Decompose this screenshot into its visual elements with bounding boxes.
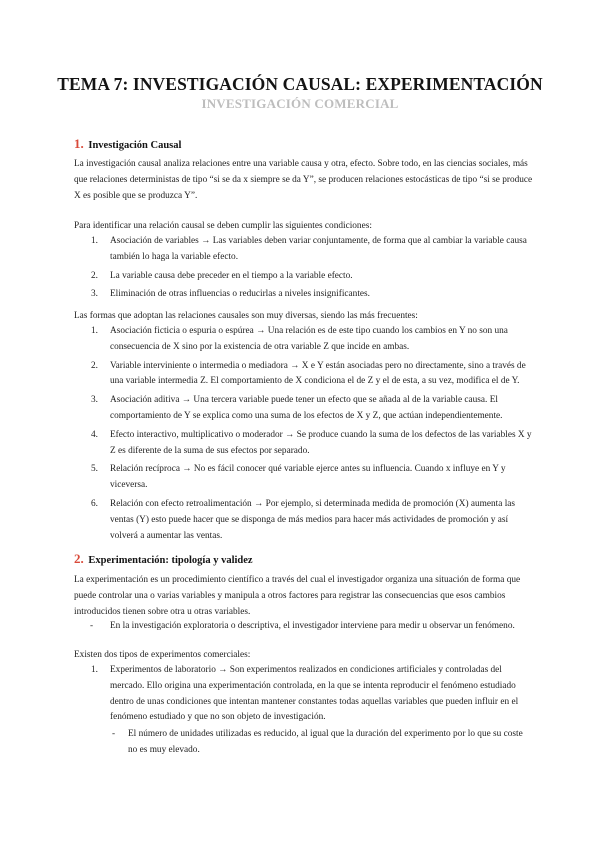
list-marker: 1.: [91, 326, 98, 336]
section-2-number: 2.: [74, 551, 84, 566]
document-title: TEMA 7: INVESTIGACIÓN CAUSAL: EXPERIMENTACIÓN: [57, 74, 543, 94]
list-marker: 1.: [91, 665, 98, 675]
document-subtitle: INVESTIGACIÓN COMERCIAL: [201, 96, 399, 111]
list-marker: 6.: [91, 498, 98, 509]
section-2-intro: La experimentación es un procedimiento científico a través del cual el investigador organiza una situación de forma que puede controlar una o varias variables y manipula a otros factores para registrar las consecuencias que esos cambios introducidos tienen sobre otra u otras variables.: [74, 575, 521, 617]
section-1-title: Investigación Causal: [88, 140, 182, 151]
list-marker: 3.: [91, 395, 98, 406]
conditions-list: [74, 234, 534, 306]
list-item: [74, 287, 534, 303]
list-item: [74, 619, 534, 635]
list-item-text: Relación recíproca → No es fácil conocer qué variable ejerce antes su influencia. Cuando x influye en Y y viceversa.: [110, 464, 506, 491]
list-marker: 2.: [91, 270, 98, 281]
list-marker: 2.: [91, 360, 98, 371]
forms-list: [74, 324, 534, 547]
list-item: [110, 727, 534, 759]
list-marker: 4.: [91, 429, 98, 440]
list-item: [74, 359, 534, 391]
list-marker: 3.: [91, 289, 98, 300]
list-marker: 5.: [91, 464, 98, 475]
section-1-intro: La investigación causal analiza relaciones entre una variable causa y otra, efecto. Sobre todo, en las ciencias sociales, más que relaciones deterministas de tipo “si se da x siempre se da Y”, se producen relaciones estocásticas de tipo “si se produce X es posible que se produzca Y”.: [74, 159, 533, 201]
types-list: [74, 663, 534, 729]
section-2-title: Experimentación: tipología y validez: [88, 555, 253, 566]
list-item-text: Variable interviniente o intermedia o mediadora → X e Y están asociadas pero no directamente, sino a través de una variable intermedia Z. El comportamiento de X condiciona el de Z y el de esta, a su vez, modifica el de Y.: [110, 360, 526, 387]
list-item: [74, 462, 534, 494]
list-item: [74, 663, 534, 726]
list-item-text: Experimentos de laboratorio → Son experimentos realizados en condiciones artificiales y controladas del mercado. Ello origina una experimentación controlada, en la que se intenta reproducir el fenómeno estudiado dentro de unas condiciones que intentan mantener constantes todas aquellas variables que pueden influir en el fenómeno estudiado y que no son objeto de investigación.: [110, 665, 519, 723]
conditions-intro: Para identificar una relación causal se deben cumplir las siguientes condiciones:: [74, 221, 372, 231]
types-intro: Existen dos tipos de experimentos comerciales:: [74, 650, 251, 660]
list-item-text: El número de unidades utilizadas es reducido, al igual que la duración del experimento por lo que su coste no es muy elevado.: [128, 729, 523, 755]
list-marker: 1.: [91, 236, 98, 246]
list-item-text: Eliminación de otras influencias o reducirlas a niveles insignificantes.: [110, 289, 370, 300]
section-2-heading: [74, 551, 253, 567]
list-item-text: Asociación aditiva → Una tercera variable puede tener un efecto que se añada al de la variable causa. El comportamiento de Y se explica como una suma de los efectos de X y Z, que actúan independientemente.: [110, 395, 503, 421]
sub-list: [110, 727, 534, 759]
list-item-text: Asociación ficticia o espuria o espúrea → Una relación es de este tipo cuando los cambios en Y no son una consecuencia de X sino por la existencia de otra variable Z que incide en ambas.: [110, 326, 508, 352]
list-item: [74, 324, 534, 356]
section-1-heading: [74, 136, 181, 152]
list-item: [74, 393, 534, 425]
section-1-number: 1.: [74, 136, 84, 151]
list-item: [74, 234, 534, 266]
dash-list: [74, 619, 534, 635]
list-item-text: Relación con efecto retroalimentación → Por ejemplo, si determinada medida de promoción (X) aumenta las ventas (Y) esto puede hacer que se disponga de más medios para hacer más actividades de promoción y así volverá a aumentar las ventas.: [110, 498, 516, 541]
list-item-text: Asociación de variables → Las variables deben variar conjuntamente, de forma que al cambiar la variable causa también lo haga la variable efecto.: [110, 236, 527, 262]
list-item: [74, 428, 534, 460]
forms-intro: Las formas que adoptan las relaciones causales son muy diversas, siendo las más frecuentes:: [74, 311, 418, 321]
list-marker: -: [90, 621, 94, 631]
list-item: [74, 269, 534, 285]
list-item: [74, 497, 534, 544]
list-item-text: La variable causa debe preceder en el tiempo a la variable efecto.: [110, 270, 353, 281]
list-item-text: En la investigación exploratoria o descriptiva, el investigador interviene para medir u observar un fenómeno.: [110, 621, 515, 631]
list-item-text: Efecto interactivo, multiplicativo o moderador → Se produce cuando la suma de los defectos de las variables X y Z es diferente de la suma de sus efectos por separado.: [110, 429, 532, 456]
list-marker: -: [112, 729, 116, 739]
